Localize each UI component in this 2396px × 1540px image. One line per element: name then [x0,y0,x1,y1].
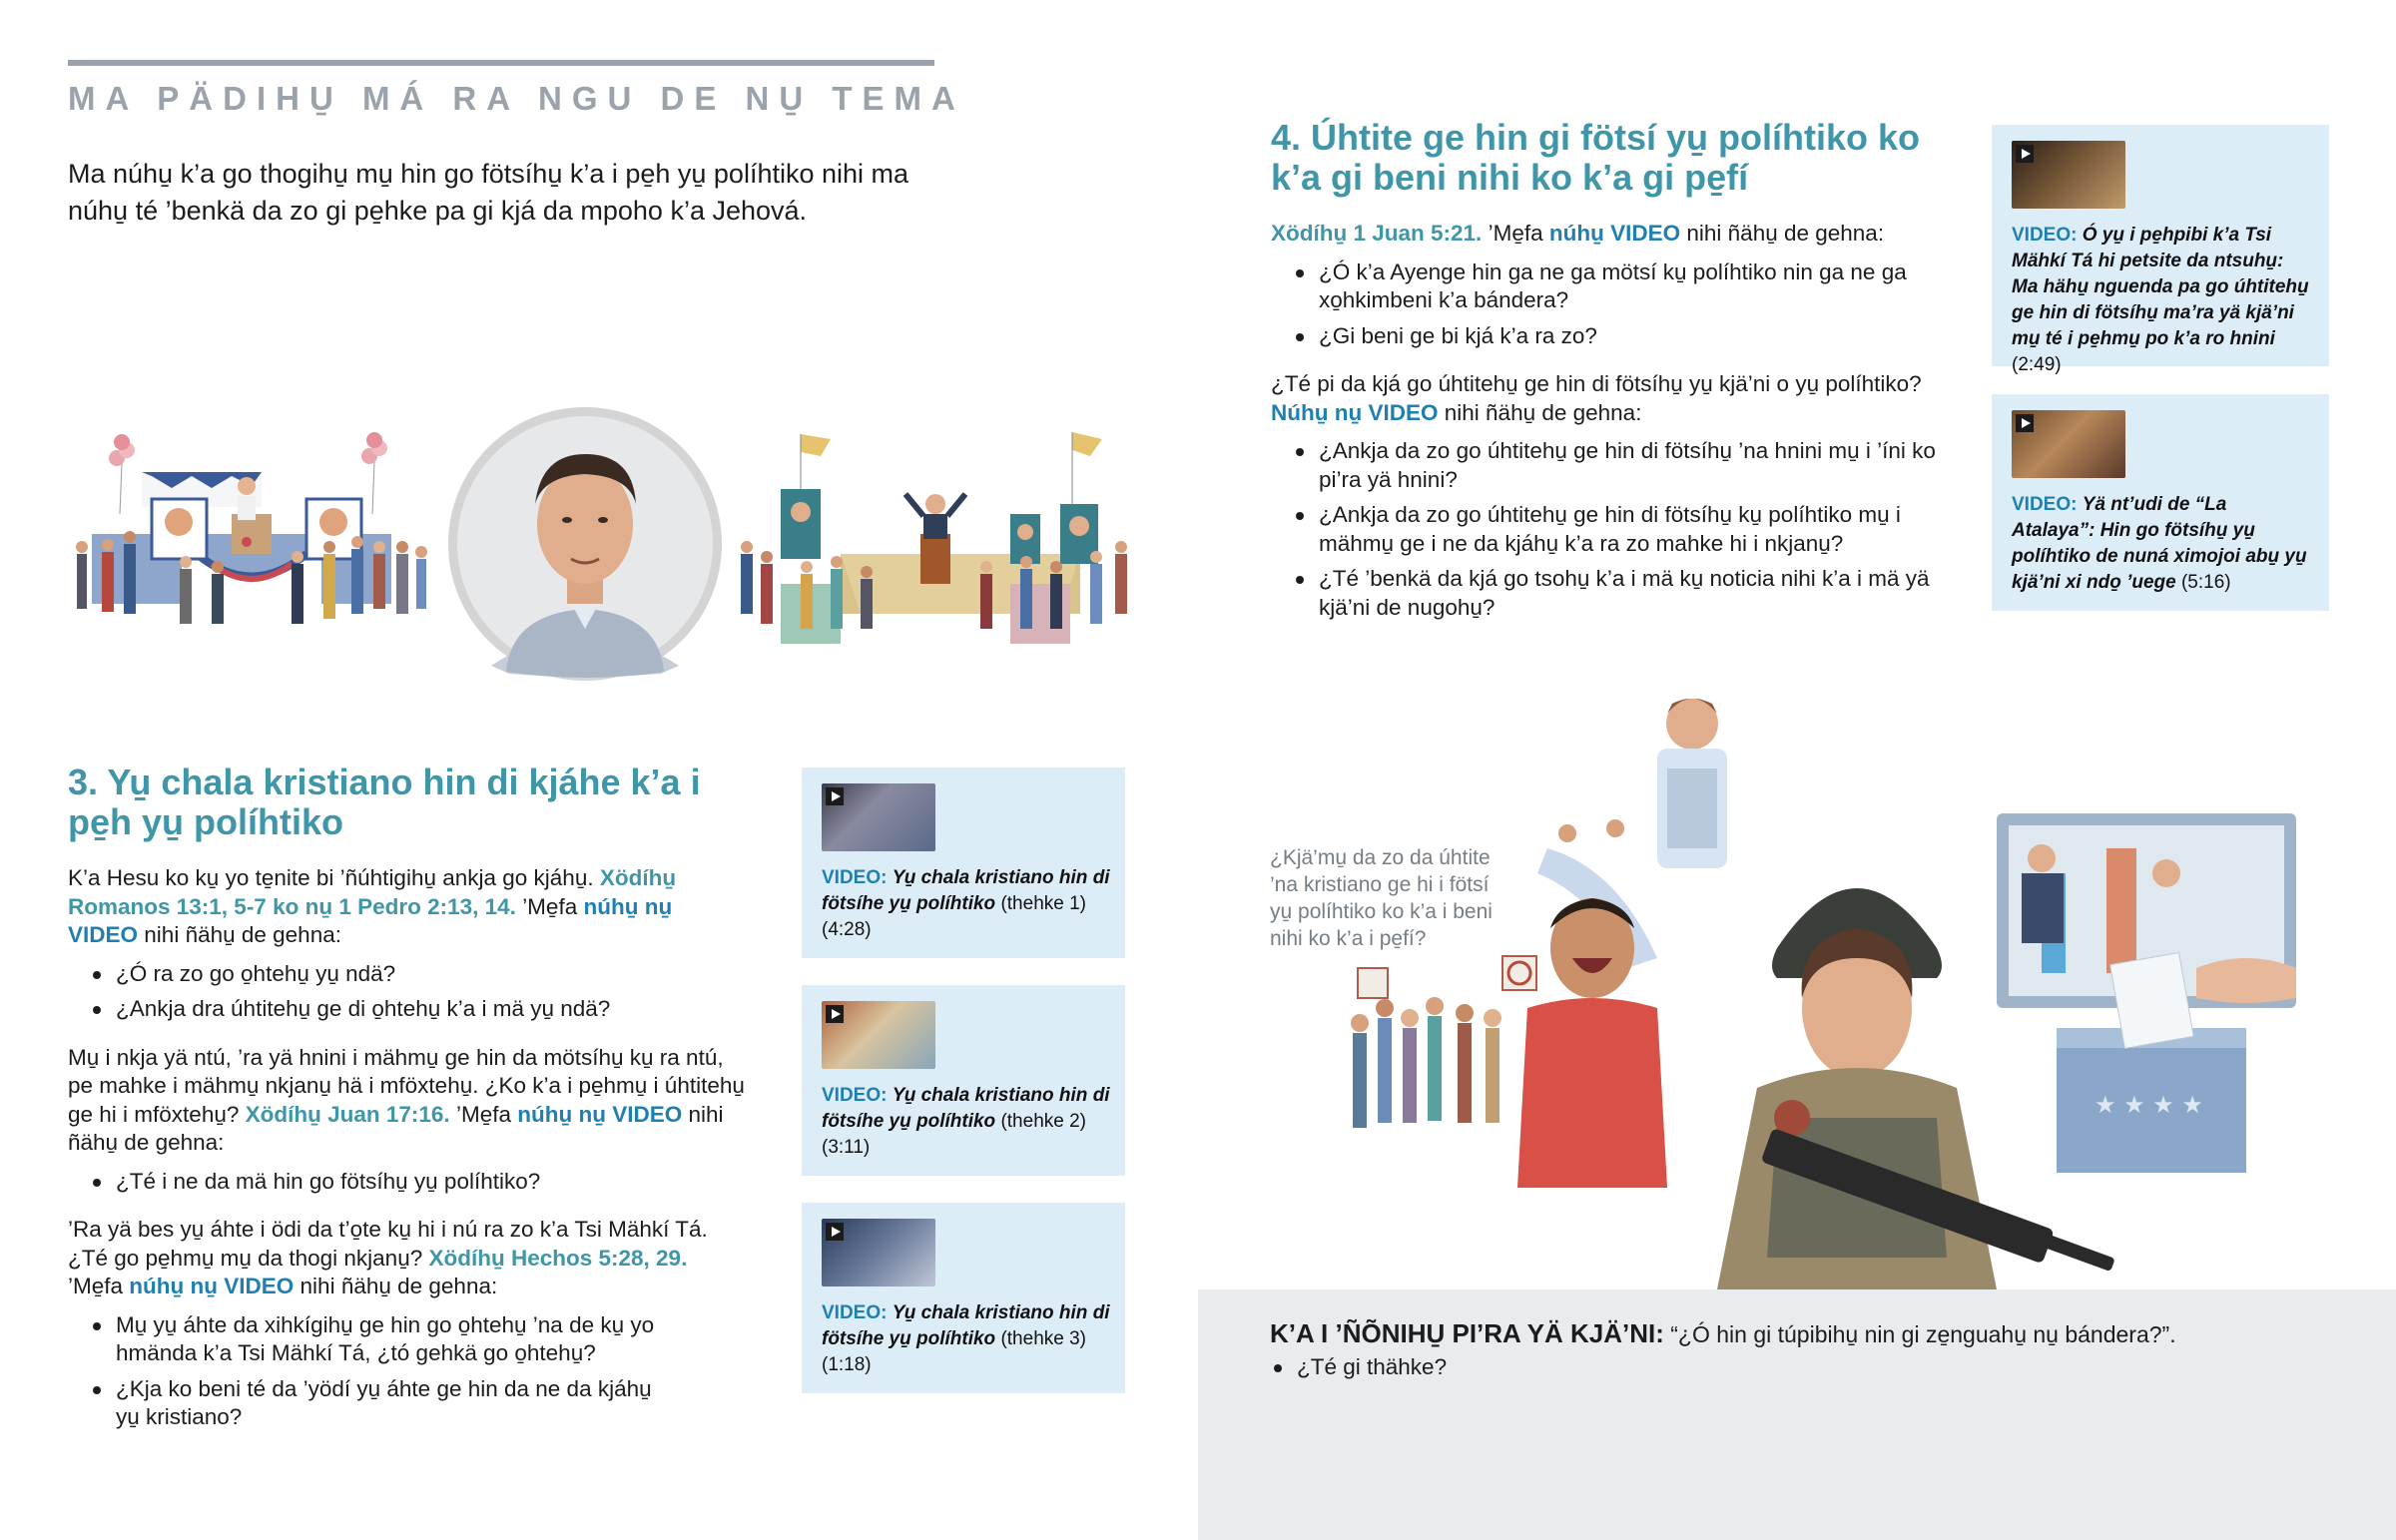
scripture-reference-link[interactable]: Xödíhu̱ Juan 17:16. [245,1101,450,1127]
portrait-medallion [448,407,722,681]
discussion-prompt [1270,1319,2348,1349]
left-rally-scene [76,432,427,624]
list-item: ¿Gi beni ge bi kjá k’a ra zo? [1319,322,1950,351]
play-icon [2016,414,2034,432]
list-item: ¿Ankja da zo go úhtitehu̱ ge hin di fötsíhu̱ ’na hnini mu̱ i ’íni ko pi’ra yä hnini? [1319,437,1950,494]
list-item: Mu̱ yu̱ áhte da xihkígihu̱ ge hin go o̱htehu̱ ’na de ku̱ yo hmända k’a Tsi Mähkí Tá, ¿tó gehkä go o̱htehu̱? [116,1311,747,1368]
video-thumbnail[interactable] [2012,410,2125,478]
video-card[interactable]: VIDEO: Yu̱ chala kristiano hin di fötsíhe yu̱ políhtiko (thehke 2) (3:11) [802,985,1125,1176]
list-item: ¿Té gi thähke? [1297,1353,1447,1382]
question-list [68,1168,747,1197]
section-3 [68,763,747,1439]
header-rule [68,60,934,66]
political-rally-illustration [62,404,1160,689]
svg-text:★ ★ ★ ★: ★ ★ ★ ★ [2095,1091,2203,1119]
list-item: ¿Ó k’a Ayenge hin ga ne ga mötsí ku̱ políhtiko nin ga ne ga xo̱hkimbeni k’a bándera? [1319,258,1950,315]
list-item: ¿Ankja da zo go úhtitehu̱ ge hin di fötsíhu̱ ku̱ políhtiko mu̱ i mähmu̱ ge i ne da kjáhu̱ k’a ra zo mahke hi i nkjanu̱? [1319,501,1950,558]
protest-group [1351,956,1536,1128]
list-item: ¿Té i ne da mä hin go fötsíhu̱ yu̱ políhtiko? [116,1168,747,1197]
video-thumbnail[interactable] [822,1219,935,1286]
question-list [1271,437,1950,622]
section-3-paragraph-2: Mu̱ i nkja yä ntú, ’ra yä hnini i mähmu̱ ge hin da mötsíhu̱ ku̱ ra ntú, pe mahke i mähmu̱ nkjanu̱ hä i mföxtehu̱. ¿Ko k’a i pe̱hmu̱ i úhtitehu̱ ge hi i mföxtehu̱? Xödíhu̱ Juan 17:16. ’Me̱fa núhu̱ nu̱ VIDEO nihi ñähu̱ de gehna: [68,1044,745,1155]
patriotism-illustration [1298,699,2376,1289]
video-thumbnail[interactable] [822,1001,935,1069]
video-card[interactable]: VIDEO: Yu̱ chala kristiano hin di fötsíhe yu̱ políhtiko (thehke 1) (4:28) [802,768,1125,958]
list-item: ¿Kja ko beni té da ’yödí yu̱ áhte ge hin da ne da kjáhu̱ yu̱ kristiano? [116,1375,747,1432]
illustration-caption: ¿Kjä’mu̱ da zo da úhtite ’na kristiano ge hi i fötsí yu̱ políhtiko ko k’a i beni nihi ko k’a i pe̱fí? [1270,846,1493,950]
list-item: ¿Ó ra zo go o̱htehu̱ yu̱ ndä? [116,960,747,989]
watch-video-link[interactable]: núhu̱ nu̱ VIDEO [517,1101,683,1127]
section-3-title: 3. Yu̱ chala kristiano hin di kjáhe k’a i pe̱h yu̱ políhtiko [68,762,701,842]
video-thumbnail[interactable] [2012,141,2125,209]
video-thumbnail[interactable] [822,783,935,851]
watch-video-link[interactable]: Núhu̱ nu̱ VIDEO [1271,399,1439,425]
section-3-paragraph-1: K’a Hesu ko ku̱ yo te̱nite bi ’ñúhtigihu̱ ankja go kjáhu̱. Xödíhu̱ Romanos 13:1, 5-7 ko nu̱ 1 Pedro 2:13, 14. ’Me̱fa núhu̱ nu̱ VIDEO nihi ñähu̱ de gehna: [68,865,677,947]
play-icon [826,787,844,805]
scripture-reference-link[interactable]: Xödíhu̱ 1 Juan 5:21. [1271,221,1483,246]
section-4-paragraph-2: ¿Té pi da kjá go úhtitehu̱ ge hin di fötsíhu̱ yu̱ kjä’ni o yu̱ políhtiko? Núhu̱ nu̱ VIDEO nihi ñähu̱ de gehna: [1271,371,1922,425]
discussion-question: “¿Ó hin gi túpibihu̱ nin gi ze̱nguahu̱ nu̱ bándera?”. [1670,1321,2176,1347]
question-list [1271,258,1950,351]
intro-paragraph: Ma núhu̱ k’a go thogihu̱ mu̱ hin go fötsíhu̱ k’a i pe̱h yu̱ políhtiko nihi ma núhu̱ té ’benkä da zo gi pe̱hke pa gi kjá da mpoho k’a Jehová. [68,159,909,226]
shouting-fan [1517,819,1667,1188]
section-3-paragraph-3: ’Ra yä bes yu̱ áhte i ödi da t’o̱te ku̱ hi i nú ra zo k’a Tsi Mähkí Tá. ¿Té go pe̱hmu̱ mu̱ da thogi nkjanu̱? Xödíhu̱ Hechos 5:28, 29. ’Me̱fa núhu̱ nu̱ VIDEO nihi ñähu̱ de gehna: [68,1217,708,1298]
video-card[interactable]: VIDEO: Ó yu̱ i pe̱hpibi k’a Tsi Mähkí Tá hi petsite da ntsuhu̱: Ma hähu̱ nguenda pa go úhtitehu̱ ge hin di fötsíhu̱ ma’ra yä kjä’ni mu̱ té i pe̱hmu̱ po k’a ro hnini (2:49) [1992,125,2329,366]
section-4-paragraph-1: Xödíhu̱ 1 Juan 5:21. ’Me̱fa núhu̱ VIDEO nihi ñähu̱ de gehna: [1271,221,1885,246]
question-list [68,1311,747,1432]
video-card[interactable]: VIDEO: Yä nt’udi de “La Atalaya”: Hin go fötsíhu̱ yu̱ políhtiko de nuná ximojoi abu̱ yu̱ kjä’ni xi ndo̱ ’uege (5:16) [1992,394,2329,611]
boy-with-flag [1657,699,1727,868]
watch-video-link[interactable]: núhu̱ VIDEO [1548,221,1681,246]
play-icon [826,1005,844,1023]
watch-video-link[interactable]: núhu̱ nu̱ VIDEO [129,1274,295,1298]
section-4-title: 4. Úhtite ge hin gi fötsí yu̱ políhtiko ko k’a gi beni nihi ko k’a gi pe̱fí [1271,117,1921,198]
scripture-reference-link[interactable]: Xödíhu̱ Romanos 13:1, 5-7 ko nu̱ 1 Pedro 2:13, 14. [68,865,677,919]
watch-video-link[interactable]: núhu̱ nu̱ VIDEO [68,893,673,947]
question-list [68,960,747,1024]
play-icon [2016,145,2034,163]
video-card[interactable]: VIDEO: Yu̱ chala kristiano hin di fötsíhe yu̱ políhtiko (thehke 3) (1:18) [802,1203,1125,1393]
section-4 [1271,118,1950,629]
section-heading: MA PÄDIHU̱ MÁ RA NGU DE NU̱ TEMA [68,80,965,117]
play-icon [826,1223,844,1241]
list-item: ¿Té ’benkä da kjá go tsohu̱ k’a i mä ku̱ noticia nihi k’a i mä yä kjä’ni de nugohu̱? [1319,565,1950,622]
right-rally-scene [741,432,1127,644]
discussion-list [1270,1353,1447,1389]
discussion-label: K’A I ’ÑÕNIHU̱ PI’RA YÄ KJÄ’NI: [1270,1318,1664,1348]
list-item: ¿Ankja dra úhtitehu̱ ge di o̱htehu̱ k’a i mä yu̱ ndä? [116,995,747,1024]
scripture-reference-link[interactable]: Xödíhu̱ Hechos 5:28, 29. [428,1245,688,1271]
